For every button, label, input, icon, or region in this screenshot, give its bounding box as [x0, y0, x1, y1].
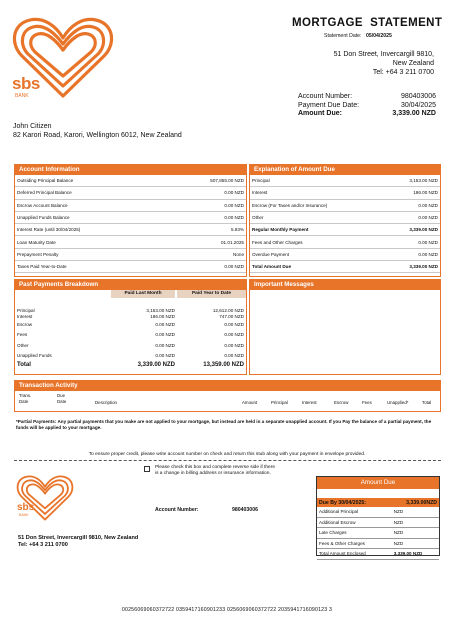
past-payment-row — [15, 330, 246, 341]
transaction-column-header: Due Date — [57, 393, 67, 404]
transaction-column-header: Fees — [362, 400, 372, 405]
past-payment-label: Other — [17, 342, 29, 348]
account-info-section — [14, 164, 247, 277]
explanation-row-label: Interest — [252, 190, 268, 196]
past-payment-label: Principal — [17, 307, 35, 313]
amount-due: 3,339.00 NZD — [392, 110, 436, 118]
stub-logo — [14, 468, 76, 526]
stub-amount-row-label: Additional Principal — [319, 509, 359, 515]
checkbox-instructions: Please check this box and complete reverse side if there is a change in billing address or insurance information. — [155, 465, 275, 476]
past-payment-last: 0.00 NZD — [155, 321, 175, 327]
account-info-row-label: Unapplied Funds Balance — [17, 215, 70, 221]
explanation-row-value: 0.00 NZD — [418, 202, 438, 208]
explanation-row — [250, 236, 440, 248]
account-info-row — [15, 212, 246, 224]
transaction-column-header: Interest — [302, 400, 317, 405]
bank-logo — [8, 10, 118, 102]
explanation-row — [250, 249, 440, 261]
customer-block — [13, 122, 182, 140]
stub-amount-row — [317, 549, 439, 560]
account-info-row-value: None — [233, 251, 244, 257]
past-payment-last: 0.00 NZD — [155, 332, 175, 338]
explanation-row — [250, 261, 440, 273]
past-payment-label: Fees — [17, 332, 28, 338]
cut-instructions: To ensure proper credit, please write account number on check and return this stub along with your payment in envelope provided. — [88, 452, 366, 457]
transaction-column-header: Principal — [271, 400, 288, 405]
important-messages-header: Important Messages — [250, 280, 440, 290]
explanation-row-value: 0.00 NZD — [418, 239, 438, 245]
stub-amount-row-value: NZD — [393, 530, 404, 536]
customer-name: John Citizen — [13, 123, 52, 130]
past-payment-ytd: 0.00 NZD — [224, 332, 244, 338]
transaction-column-header: Escrow — [334, 400, 349, 405]
stub-amount-row-value: NZD — [393, 519, 404, 525]
account-info-row-value: 507,855.00 NZD — [210, 178, 244, 184]
account-info-row-label: Outsiding Principal Balance — [17, 178, 74, 184]
stub-postal-barcode — [18, 551, 108, 555]
postal-barcode — [16, 144, 131, 148]
account-info-row-value: 0.00 NZD — [224, 202, 244, 208]
col-paid-last-month: Paid Last Month — [111, 290, 175, 298]
stub-amount-row-value: NZD — [393, 540, 404, 546]
account-info-header: Account Information — [15, 165, 246, 175]
stub-amount-row — [317, 528, 439, 539]
past-payment-ytd: 0.00 NZD — [224, 321, 244, 327]
explanation-row-value: 3,339.00 NZD — [409, 264, 438, 270]
cut-line — [14, 460, 441, 461]
stub-amount-row-label: Total Amount Enclosed — [319, 551, 366, 557]
account-info-row-value: 5.93% — [230, 227, 244, 233]
transaction-column-header: Trans. Date — [19, 393, 32, 404]
past-payment-ytd: 0.00 NZD — [224, 353, 244, 359]
stub-amount-due-header: Amount Due — [317, 477, 439, 489]
stub-logo-sub: BANK — [19, 513, 29, 517]
stub-due-by-row: Due By 30/04/2025: 3,339.00NZD — [319, 499, 437, 506]
explanation-row-value: 186.00 NZD — [413, 190, 438, 196]
partial-payments-note: *Partial Payments: Any partial payments that you make are not applied to your mortgage, but instead are held in a separate unapplied account. If you Pay the balance of a partial payment, the funds will be applied to your mortgage. — [16, 419, 432, 430]
explanation-row-label: Fees and Other Charges — [252, 239, 303, 245]
transaction-header: Transaction Activity — [15, 381, 440, 391]
explanation-row-label: Regular Monthly Payment — [252, 227, 309, 233]
explanation-row-value: 0.00 NZD — [418, 251, 438, 257]
past-payment-label: Escrow — [17, 321, 33, 327]
stub-amount-due-box — [316, 476, 440, 556]
account-info-row — [15, 200, 246, 212]
past-payment-label: Interest — [17, 313, 33, 319]
account-info-row — [15, 187, 246, 199]
stub-amount-row-label: Fees & Other Charges — [319, 540, 365, 546]
page-title: MORTGAGE STATEMENT — [292, 17, 443, 29]
due-date: 30/04/2025 — [400, 101, 436, 109]
stub-amount-row — [317, 518, 439, 529]
past-payments-total: Total 3,339.00 NZD 13,359.00 NZD — [17, 362, 244, 368]
explanation-row — [250, 224, 440, 236]
account-info-row-label: Taxes Paid Year-to-Date — [17, 264, 67, 270]
past-payments-header: Past Payments Breakdown — [15, 280, 246, 290]
stub-amount-row-value: NZD — [393, 509, 404, 515]
explanation-row-label: Overdue Payment — [252, 251, 290, 257]
explanation-row-value: 3,153.00 NZD — [409, 178, 438, 184]
past-payment-row — [15, 351, 246, 362]
stub-amount-row-value: 3,339.00 NZD — [393, 551, 423, 557]
bank-address: 51 Don Street, Invercargill 9810, New Zealand Tel: +64 3 211 0700 — [333, 51, 434, 76]
explanation-header: Explanation of Amount Due — [250, 165, 440, 175]
stub-amount-row-label: Late Charges — [319, 530, 347, 536]
explanation-section — [249, 164, 441, 277]
account-info-row-value: 0.00 NZD — [224, 190, 244, 196]
past-payment-last: 0.00 NZD — [155, 342, 175, 348]
past-payment-last: 0.00 NZD — [155, 353, 175, 359]
stub-account-number: 980403006 — [232, 507, 258, 513]
transaction-column-header: Unapplied* — [387, 400, 409, 405]
explanation-row-label: Other — [252, 215, 264, 221]
explanation-row-value: 3,339.00 NZD — [409, 227, 438, 233]
important-messages-section — [249, 279, 441, 375]
account-info-row — [15, 249, 246, 261]
stub-bank-address: 51 Don Street, Invercargill 9810, New Zealand Tel: +64 3 211 0700 — [18, 535, 139, 548]
account-info-row-label: Prepayment Penalty — [17, 251, 59, 257]
past-payment-row — [15, 307, 246, 313]
stub-amount-row — [317, 507, 439, 518]
transaction-column-header: Total — [422, 400, 432, 405]
explanation-row-label: Total Amount Due — [252, 264, 292, 270]
stub-amount-row-label: Additional Escrow — [319, 519, 356, 525]
micr-line: 00256069060372722 0359417160901233 0256069060372722 2035941716090123 3 — [121, 607, 333, 613]
customer-address: 82 Karori Road, Karori, Wellington 6012, New Zealand — [13, 132, 182, 139]
past-payment-ytd: 0.00 NZD — [224, 342, 244, 348]
logo-text: sbs — [12, 74, 40, 93]
past-payment-label: Unapplied Funds — [17, 353, 52, 359]
explanation-row-label: Principal — [252, 178, 270, 184]
account-info-row-label: Interest Rate (until 30/04/2025) — [17, 227, 81, 233]
transaction-column-header: Description — [95, 400, 117, 405]
transaction-section — [14, 380, 441, 412]
explanation-row-value: 0.00 NZD — [418, 215, 438, 221]
account-info-row — [15, 175, 246, 187]
account-summary: Account Number: 980403006 Payment Due Date: 30/04/2025 Amount Due: 3,339.00 NZD — [298, 93, 436, 118]
account-info-row-label: Deferred Principal Balance — [17, 190, 72, 196]
heart-logo-icon — [14, 468, 76, 526]
past-payment-ytd: 12,612.00 NZD — [212, 307, 244, 313]
past-payment-row — [15, 319, 246, 330]
past-payment-last: 186.00 NZD — [150, 313, 175, 319]
explanation-row — [250, 187, 440, 199]
account-info-row — [15, 224, 246, 236]
stub-account-label: Account Number: — [155, 507, 199, 513]
explanation-row — [250, 200, 440, 212]
account-number: 980403006 — [400, 93, 436, 100]
account-info-row-label: Escrow Account Balance — [17, 202, 68, 208]
account-info-row-value: 0.00 NZD — [224, 264, 244, 270]
stub-logo-text: sbs — [17, 502, 35, 513]
past-payment-row — [15, 313, 246, 319]
past-payment-ytd: 747.00 NZD — [219, 313, 244, 319]
account-info-row-value: 0.00 NZD — [224, 215, 244, 221]
account-info-row-value: 01.01.2025 — [221, 239, 244, 245]
explanation-row — [250, 175, 440, 187]
past-payments-section — [14, 279, 247, 375]
explanation-row-label: Escrow (For Taxes and/or Insurance) — [252, 202, 328, 208]
address-change-checkbox[interactable] — [144, 466, 150, 472]
past-payment-row — [15, 340, 246, 351]
stub-amount-row — [317, 539, 439, 550]
account-info-row-label: Loan Maturity Date — [17, 239, 56, 245]
statement-date: Statement Date: 05/04/2025 — [324, 33, 392, 39]
transaction-column-header: Amount — [242, 400, 258, 405]
explanation-row — [250, 212, 440, 224]
past-payment-last: 3,153.00 NZD — [146, 307, 175, 313]
account-info-row — [15, 261, 246, 273]
account-info-row — [15, 236, 246, 248]
col-paid-ytd: Paid Year to Date — [177, 290, 246, 298]
logo-sub: BANK — [15, 93, 29, 99]
